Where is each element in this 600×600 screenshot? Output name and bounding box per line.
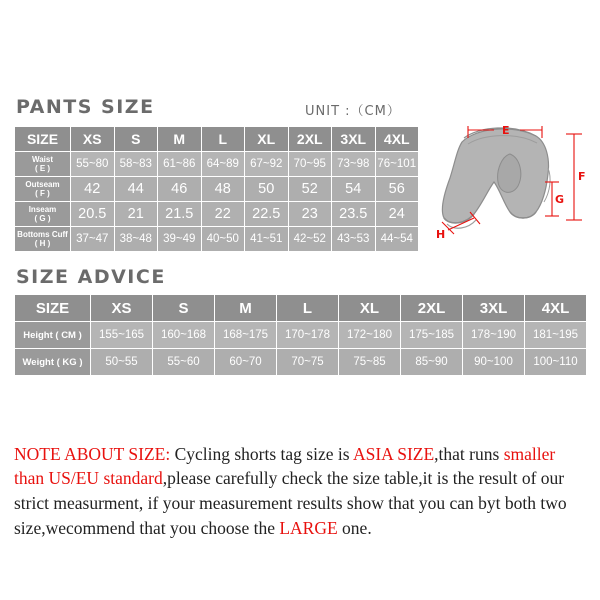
note-lead: NOTE ABOUT SIZE: [14, 443, 171, 464]
row-label [15, 227, 71, 252]
column-header: XS [91, 295, 153, 322]
row-label [15, 177, 71, 202]
note-part3: ,please carefully check the size table,it is the result of our strict measurment, if your measurement results show that you can byt both two size,wecommend that you choose the [14, 468, 567, 539]
size-advice-title: SIZE ADVICE [16, 266, 166, 288]
cell: 172~180 [339, 322, 401, 349]
cell: 48 [201, 177, 245, 202]
column-header: XL [245, 127, 289, 152]
cell: 41~51 [245, 227, 289, 252]
table-header-row [15, 127, 419, 152]
cell: 67~92 [245, 152, 289, 177]
cell: 70~75 [277, 349, 339, 376]
cell: 178~190 [463, 322, 525, 349]
cell: 21 [114, 202, 158, 227]
cell: 52 [288, 177, 332, 202]
pants-size-table [14, 126, 419, 252]
cell: 42~52 [288, 227, 332, 252]
cell: 38~48 [114, 227, 158, 252]
column-header: 2XL [288, 127, 332, 152]
cell: 39~49 [158, 227, 202, 252]
note-part4: one. [337, 518, 372, 539]
cell: 64~89 [201, 152, 245, 177]
shorts-illustration [442, 128, 550, 228]
size-note [14, 442, 588, 541]
note-part2: ,that runs [434, 443, 504, 464]
column-header: 2XL [401, 295, 463, 322]
label-G: G [555, 193, 565, 206]
cell: 40~50 [201, 227, 245, 252]
table-row [15, 322, 587, 349]
cell: 155~165 [91, 322, 153, 349]
cell: 168~175 [215, 322, 277, 349]
cell: 60~70 [215, 349, 277, 376]
row-label-letter: ( G ) [34, 214, 51, 223]
cell: 37~47 [71, 227, 115, 252]
cell: 22.5 [245, 202, 289, 227]
table-row [15, 177, 419, 202]
cell: 24 [375, 202, 419, 227]
note-highlight-asia-size: ASIA SIZE [352, 443, 435, 464]
column-header: SIZE [15, 295, 91, 322]
table-row [15, 202, 419, 227]
column-header: 3XL [463, 295, 525, 322]
column-header: 4XL [375, 127, 419, 152]
table-row [15, 349, 587, 376]
cell: 55~80 [71, 152, 115, 177]
note-highlight-large: LARGE [279, 518, 338, 539]
row-label-letter: ( H ) [34, 239, 51, 248]
note-part1: Cycling shorts tag size is [170, 443, 353, 464]
column-header: L [201, 127, 245, 152]
row-label-letter: ( F ) [35, 189, 50, 198]
column-header: S [114, 127, 158, 152]
column-header: SIZE [15, 127, 71, 152]
note-highlight-smaller: smaller than US/EU standard [14, 443, 556, 489]
cell: 43~53 [332, 227, 376, 252]
cell: 23 [288, 202, 332, 227]
row-label [15, 152, 71, 177]
row-label [15, 202, 71, 227]
shorts-diagram [424, 108, 590, 258]
cell: 50~55 [91, 349, 153, 376]
cell: 46 [158, 177, 202, 202]
cell: 54 [332, 177, 376, 202]
cell: 76~101 [375, 152, 419, 177]
pants-size-title: PANTS SIZE [16, 96, 155, 118]
cell: 85~90 [401, 349, 463, 376]
column-header: XS [71, 127, 115, 152]
column-header: L [277, 295, 339, 322]
cell: 75~85 [339, 349, 401, 376]
column-header: S [153, 295, 215, 322]
table-header-row [15, 295, 587, 322]
row-label-name: Waist [31, 154, 54, 164]
table-row [15, 152, 419, 177]
cell: 175~185 [401, 322, 463, 349]
cell: 56 [375, 177, 419, 202]
cell: 22 [201, 202, 245, 227]
column-header: 4XL [525, 295, 587, 322]
row-label-name: Bottoms Cuff [17, 229, 68, 239]
row-label: Height ( CM ) [15, 322, 91, 349]
cell: 100~110 [525, 349, 587, 376]
row-label-name: Inseam [28, 204, 57, 214]
cell: 42 [71, 177, 115, 202]
column-header: XL [339, 295, 401, 322]
cell: 73~98 [332, 152, 376, 177]
cell: 20.5 [71, 202, 115, 227]
row-label-letter: ( E ) [34, 164, 51, 173]
cell: 160~168 [153, 322, 215, 349]
cell: 61~86 [158, 152, 202, 177]
label-F: F [578, 170, 586, 183]
column-header: 3XL [332, 127, 376, 152]
cell: 58~83 [114, 152, 158, 177]
label-E: E [502, 124, 510, 137]
cell: 90~100 [463, 349, 525, 376]
size-advice-table [14, 294, 587, 376]
cell: 44~54 [375, 227, 419, 252]
cell: 44 [114, 177, 158, 202]
cell: 21.5 [158, 202, 202, 227]
column-header: M [158, 127, 202, 152]
cell: 50 [245, 177, 289, 202]
cell: 181~195 [525, 322, 587, 349]
cell: 55~60 [153, 349, 215, 376]
label-H: H [436, 228, 446, 241]
cell: 23.5 [332, 202, 376, 227]
unit-label: UNIT :（CM） [305, 104, 401, 119]
table-row [15, 227, 419, 252]
row-label: Weight ( KG ) [15, 349, 91, 376]
row-label-name: Outseam [25, 179, 60, 189]
cell: 170~178 [277, 322, 339, 349]
cell: 70~95 [288, 152, 332, 177]
column-header: M [215, 295, 277, 322]
